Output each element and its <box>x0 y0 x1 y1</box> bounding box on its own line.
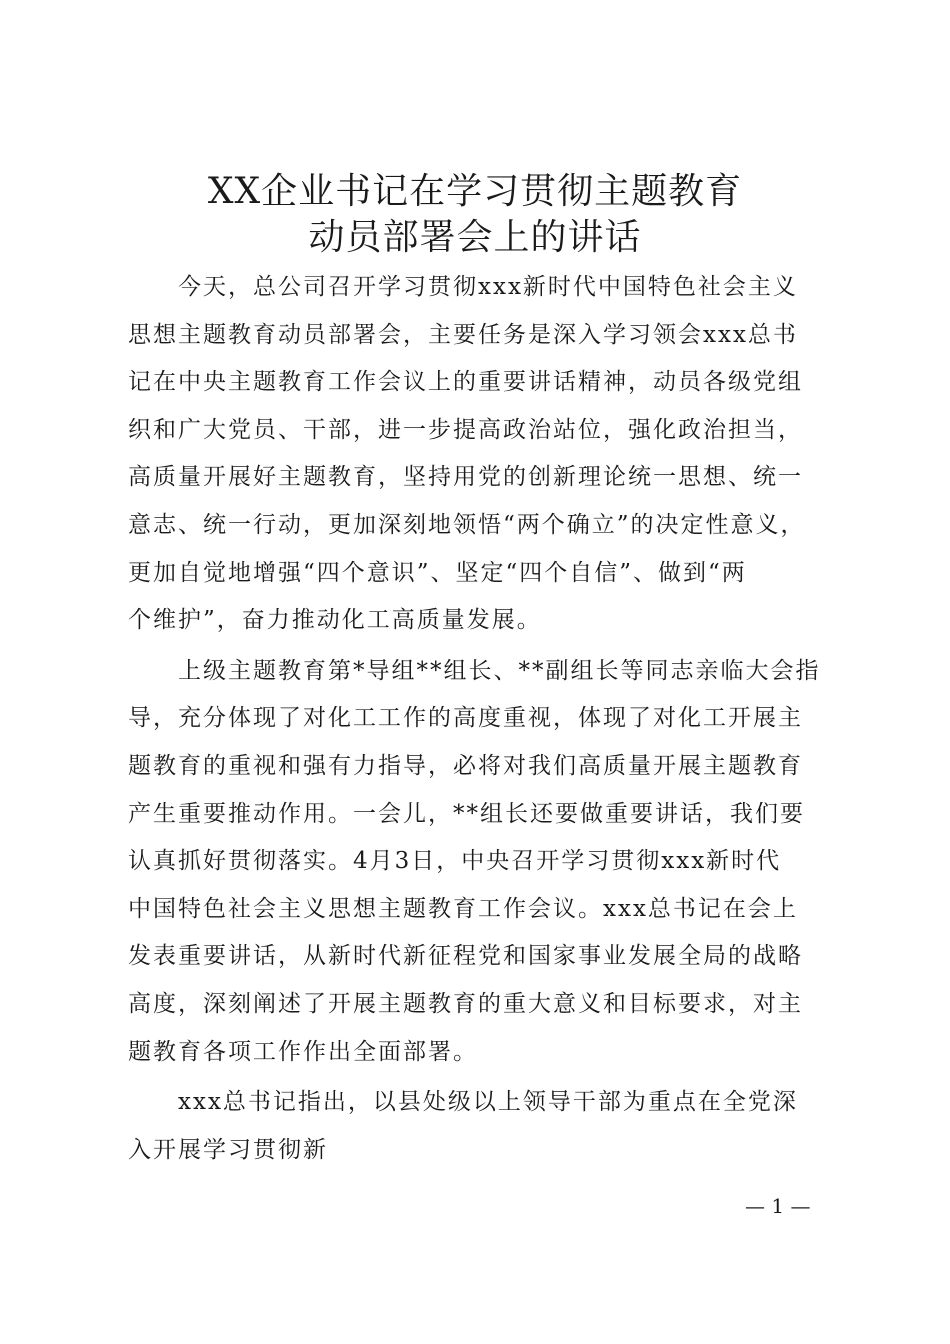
page-number: — 1 — <box>745 1194 811 1218</box>
paragraph-line: 导，充分体现了对化工工作的高度重视，体现了对化工开展主 <box>128 705 803 732</box>
document-title-line-2: 动员部署会上的讲话 <box>308 217 642 258</box>
paragraph-line: 产生重要推动作用。一会儿，**组长还要做重要讲话，我们要 <box>128 800 805 827</box>
paragraph-line: 发表重要讲话，从新时代新征程党和国家事业发展全局的战略 <box>128 943 803 970</box>
document-body <box>128 264 828 1177</box>
paragraph-line: 意志、统一行动，更加深刻地领悟“两个确立”的决定性意义， <box>128 511 806 538</box>
paragraph-line: 题教育的重视和强有力指导，必将对我们高质量开展主题教育 <box>128 752 803 779</box>
paragraph-line: 思想主题教育动员部署会，主要任务是深入学习领会xxx总书 <box>128 321 798 348</box>
paragraph-line: 更加自觉地增强“四个意识”、坚定“四个自信”、做到“两 <box>128 559 747 586</box>
paragraph-line: 入开展学习贯彻新 <box>128 1136 328 1163</box>
paragraph-line: 个维护”，奋力推动化工高质量发展。 <box>128 607 542 634</box>
paragraph-line: 今天，总公司召开学习贯彻xxx新时代中国特色社会主义 <box>178 274 798 300</box>
paragraph-line: 中国特色社会主义思想主题教育工作会议。xxx总书记在会上 <box>128 895 798 922</box>
paragraph-line: 上级主题教育第*导组**组长、**副组长等同志亲临大会指 <box>178 657 821 684</box>
document-title-line-1: XX企业书记在学习贯彻主题教育 <box>207 171 743 212</box>
paragraph-3 <box>128 1079 828 1174</box>
paragraph-line: 题教育各项工作作出全面部署。 <box>128 1038 478 1065</box>
paragraph-line: xxx总书记指出，以县处级以上领导干部为重点在全党深 <box>178 1089 798 1116</box>
paragraph-line: 记在中央主题教育工作会议上的重要讲话精神，动员各级党组 <box>128 369 803 396</box>
paragraph-2 <box>128 648 828 1076</box>
paragraph-line: 高度，深刻阐述了开展主题教育的重大意义和目标要求，对主 <box>128 990 803 1017</box>
paragraph-line: 织和广大党员、干部，进一步提高政治站位，强化政治担当， <box>128 416 803 443</box>
paragraph-line: 高质量开展好主题教育，坚持用党的创新理论统一思想、统一 <box>128 464 803 491</box>
paragraph-line: 认真抓好贯彻落实。4月3日，中央召开学习贯彻xxx新时代 <box>128 848 782 875</box>
paragraph-1 <box>128 264 828 645</box>
